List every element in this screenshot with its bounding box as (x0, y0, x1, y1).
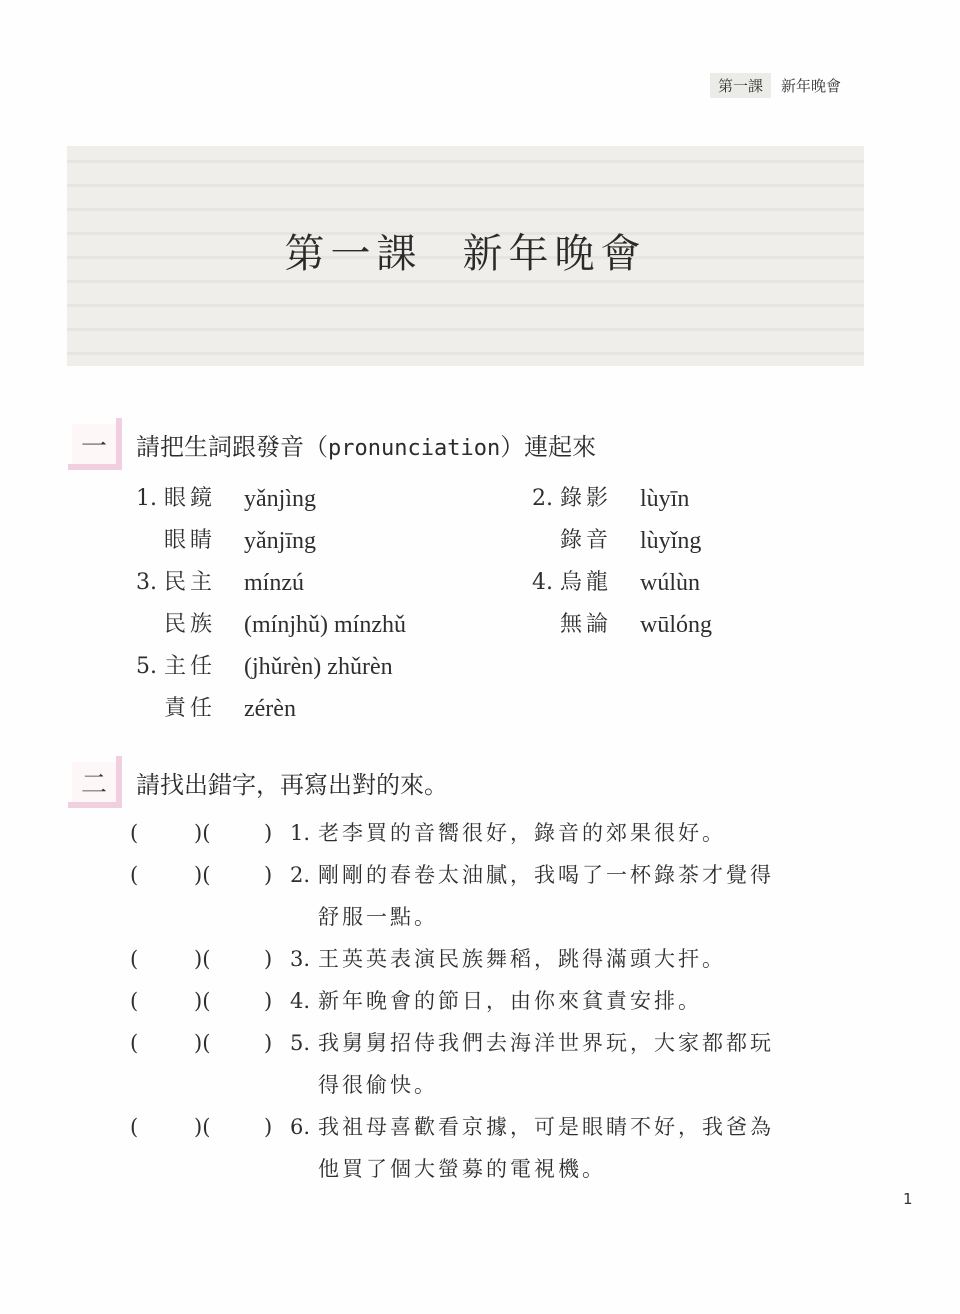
vocab-item: 民族 (mínjhǔ) mínzhǔ (164, 612, 406, 638)
vocab-column-left (136, 478, 516, 730)
exercise-item: ( )( ) 6. 我祖母喜歡看京據，可是眼睛不好，我爸為 (130, 1106, 870, 1148)
vocab-item: 2. 錄影 lùyīn (532, 486, 690, 512)
running-head-title: 新年晚會 (781, 77, 842, 95)
exercise-continuation: 得很偷快。 (318, 1073, 438, 1097)
exercise-item: ( )( ) 2. 剛剛的春卷太油膩，我喝了一杯錄茶才覺得 (130, 854, 870, 896)
vocab-item: 3. 民主 mínzú (136, 570, 304, 596)
vocab-item: 5. 主任 (jhǔrèn) zhǔrèn (136, 654, 393, 680)
answer-blanks[interactable]: ( )( ) (130, 947, 273, 971)
vocab-item: 無論 wūlóng (560, 612, 712, 638)
exercise-item: ( )( ) 5. 我舅舅招侍我們去海洋世界玩，大家都都玩 (130, 1022, 870, 1064)
running-head (710, 73, 841, 98)
error-correction-exercise (130, 812, 870, 1190)
section-1-number: 一 (72, 424, 116, 464)
vocab-item: 眼睛 yǎnjīng (164, 528, 316, 554)
vocab-item: 4. 烏龍 wúlùn (532, 570, 700, 596)
exercise-continuation: 他買了個大螢募的電視機。 (318, 1157, 606, 1181)
exercise-item: ( )( ) 1. 老李買的音嚮很好，錄音的郊果很好。 (130, 812, 870, 854)
section-2-number: 二 (72, 762, 116, 802)
exercise-continuation: 舒服一點。 (318, 905, 438, 929)
chapter-title (67, 222, 864, 279)
vocab-column-right (532, 478, 912, 646)
vocab-item: 錄音 lùyǐng (560, 528, 702, 554)
vocab-item: 1. 眼鏡 yǎnjìng (136, 486, 316, 512)
answer-blanks[interactable]: ( )( ) (130, 989, 273, 1013)
section-2-heading (72, 762, 448, 802)
chapter-number: 第一課 (284, 231, 423, 277)
exercise-item: ( )( ) 4. 新年晚會的節日，由你來貧責安排。 (130, 980, 870, 1022)
section-1-title: 請把生詞跟發音（pronunciation）連起來 (136, 432, 597, 461)
answer-blanks[interactable]: ( )( ) (130, 863, 273, 887)
answer-blanks[interactable]: ( )( ) (130, 1031, 273, 1055)
chapter-banner (67, 146, 864, 366)
section-1-heading (72, 424, 596, 464)
section-2-title: 請找出錯字，再寫出對的來。 (136, 770, 448, 799)
answer-blanks[interactable]: ( )( ) (130, 1115, 273, 1139)
vocab-item: 責任 zérèn (164, 696, 296, 722)
answer-blanks[interactable]: ( )( ) (130, 821, 273, 845)
page-number: 1 (903, 1190, 913, 1208)
exercise-item: ( )( ) 3. 王英英表演民族舞稻，跳得滿頭大扞。 (130, 938, 870, 980)
running-head-chapter: 第一課 (710, 73, 771, 98)
chapter-name: 新年晚會 (462, 231, 647, 277)
